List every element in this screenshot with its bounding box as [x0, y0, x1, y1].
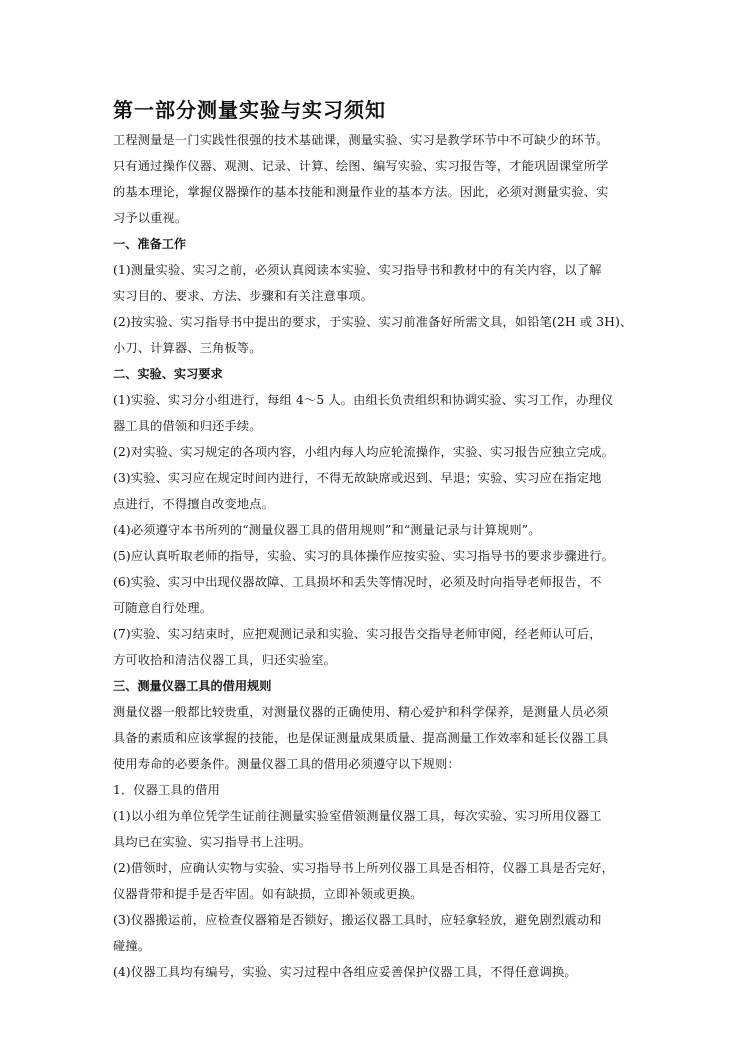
paragraph-line: (2)按实验、实习指导书中提出的要求，于实验、实习前准备好所需文具，如铅笔(2H 或 3H)、	[113, 315, 633, 329]
section-heading: 一、准备工作	[113, 237, 187, 251]
paragraph-line: 仪器背带和提手是否牢固。如有缺损，立即补领或更换。	[113, 887, 423, 901]
paragraph-line: 具均已在实验、实习指导书上注明。	[113, 835, 312, 849]
paragraph-line: (6)实验、实习中出现仪器故障、工具损坏和丢失等情况时，必须及时向指导老师报告，不	[113, 575, 602, 589]
paragraph-line: (3)实验、实习应在规定时间内进行，不得无故缺席或迟到、早退；实验、实习应在指定地	[113, 471, 602, 485]
paragraph-line: 具备的素质和应该掌握的技能，也是保证测量成果质量、提高测量工作效率和延长仪器工具	[113, 731, 609, 745]
paragraph-line: 实习目的、要求、方法、步骤和有关注意事项。	[113, 289, 374, 303]
intro-line: 工程测量是一门实践性很强的技术基础课，测量实验、实习是教学环节中不可缺少的环节。	[113, 133, 609, 147]
paragraph-line: (4)必须遵守本书所列的“测量仪器工具的借用规则”和“测量记录与计算规则”。	[113, 523, 541, 537]
paragraph-line: (2)对实验、实习规定的各项内容，小组内每人均应轮流操作，实验、实习报告应独立完成。	[113, 445, 614, 459]
page-title: 第一部分测量实验与实习须知	[113, 98, 386, 122]
paragraph-line: 方可收拾和清洁仪器工具，归还实验室。	[113, 653, 336, 667]
paragraph-line: 碰撞。	[113, 939, 151, 953]
paragraph-line: (3)仪器搬运前，应检查仪器箱是否锁好，搬运仪器工具时，应轻拿轻放，避免剧烈震动和	[113, 913, 602, 927]
paragraph-line: (1)实验、实习分小组进行，每组 4～5 人。由组长负责组织和协调实验、实习工作，办理仪	[113, 393, 614, 407]
paragraph-line: 器工具的借领和归还手续。	[113, 419, 262, 433]
section-heading: 二、实验、实习要求	[113, 367, 223, 381]
paragraph-line: 使用寿命的必要条件。测量仪器工具的借用必须遵守以下规则：	[113, 757, 460, 771]
section-heading: 三、测量仪器工具的借用规则	[113, 679, 272, 693]
paragraph-line: (4)仪器工具均有编号，实验、实习过程中各组应妥善保护仪器工具，不得任意调换。	[113, 965, 577, 979]
paragraph-line: (1)以小组为单位凭学生证前往测量实验室借领测量仪器工具，每次实验、实习所用仪器工	[113, 809, 602, 823]
paragraph-line: 测量仪器一般都比较贵重，对测量仪器的正确使用、精心爱护和科学保养，是测量人员必须	[113, 705, 609, 719]
paragraph-line: 点进行，不得擅自改变地点。	[113, 497, 275, 511]
paragraph-line: 可随意自行处理。	[113, 601, 213, 615]
paragraph-line: (2)借领时，应确认实物与实验、实习指导书上所列仪器工具是否相符，仪器工具是否完好，	[113, 861, 614, 875]
paragraph-line: (5)应认真听取老师的指导，实验、实习的具体操作应按实验、实习指导书的要求步骤进行。	[113, 549, 614, 563]
intro-line: 只有通过操作仪器、观测、记录、计算、绘图、编写实验、实习报告等，才能巩固课堂所学	[113, 159, 609, 173]
paragraph-line: (1)测量实验、实习之前，必须认真阅读本实验、实习指导书和教材中的有关内容，以了解	[113, 263, 602, 277]
intro-line: 的基本理论，掌握仪器操作的基本技能和测量作业的基本方法。因此，必须对测量实验、实	[113, 185, 609, 199]
subsection-heading: 1．仪器工具的借用	[113, 783, 221, 797]
paragraph-line: 小刀、计算器、三角板等。	[113, 341, 262, 355]
intro-line: 习予以重视。	[113, 211, 188, 225]
paragraph-line: (7)实验、实习结束时，应把观测记录和实验、实习报告交指导老师审阅，经老师认可后，	[113, 627, 602, 641]
